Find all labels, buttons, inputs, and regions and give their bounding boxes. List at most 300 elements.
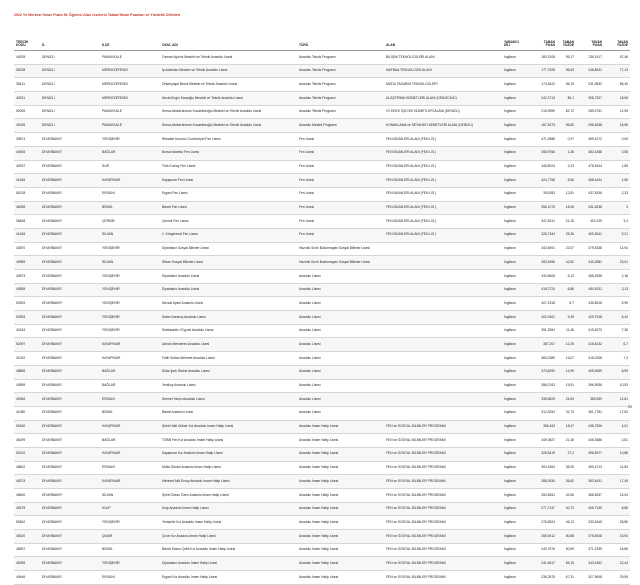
cell-max-pct: 22,44 [604, 557, 630, 571]
cell-min-score: 366,0763 [529, 379, 557, 393]
table-row [14, 51, 630, 65]
cell-school: Necla Engin Karaoğlu Mesleki ve Teknik Anadolu Lisesi [160, 92, 297, 106]
cell-min-score: 283,9496 [529, 256, 557, 270]
cell-min-score: 183,3108 [529, 51, 557, 65]
cell-school: Osman Aydınlı Mesleki ve Teknik Anadolu Lisesi [160, 51, 297, 65]
cell-district: KAYAPINAR [100, 475, 160, 489]
table-row [14, 270, 630, 284]
cell-min-pct: 35,05 [557, 461, 576, 475]
cell-school: Kayapınar Fen Lisesi [160, 174, 297, 188]
cell-max-score: 458,4434 [576, 174, 604, 188]
cell-district: KAYAPINAR [100, 174, 160, 188]
cell-province: DİYARBAKIR [40, 489, 100, 503]
cell-district: ERGANİ [100, 461, 160, 475]
cell-district: BİSMİL [100, 543, 160, 557]
cell-max-score: 450,8311 [576, 283, 604, 297]
cell-max-pct: 1,66 [604, 174, 630, 188]
cell-min-pct: 18,06 [557, 201, 576, 215]
cell-min-score: 387,207 [529, 338, 557, 352]
cell-school: Çınar Kız Anadolu İmam Hatip Lisesi [160, 530, 297, 544]
header-district: İLÇE [100, 28, 160, 51]
cell-min-score: 335,6829 [529, 393, 557, 407]
table-row [14, 187, 630, 201]
cell-type: Hazırlık Sınıfı Bulunmayan Sosyal Bilimler Lisesi [297, 256, 384, 270]
cell-code: 35238 [14, 64, 40, 78]
cell-min-pct: 8,7 [557, 297, 576, 311]
cell-language: İngilizce [502, 393, 529, 407]
cell-max-pct: 28,86 [604, 516, 630, 530]
cell-min-pct: 5,13 [557, 270, 576, 284]
cell-max-score: 405,9069 [576, 365, 604, 379]
cell-min-score: 174,8422 [529, 78, 557, 92]
cell-code: 40555 [14, 283, 40, 297]
cell-district: YENİŞEHİR [100, 133, 160, 147]
cell-field: FEN BİLİMLERİ ALANI (FEN LİS.) [384, 160, 502, 174]
cell-language: İngilizce [502, 338, 529, 352]
cell-max-pct: 16,85 [604, 543, 630, 557]
table-row [14, 160, 630, 174]
cell-province: DİYARBAKIR [40, 242, 100, 256]
cell-code: 46800 [14, 489, 40, 503]
cell-district: YENİŞEHİR [100, 557, 160, 571]
cell-max-score: 236,0117 [576, 51, 604, 65]
cell-province: DENİZLİ [40, 64, 100, 78]
cell-school: Ergani Fen Lisesi [160, 187, 297, 201]
cell-max-pct: 6,42 [604, 311, 630, 325]
cell-district: SUR [100, 160, 160, 174]
cell-school: Ergani Kız Anadolu İmam Hatip Lisesi [160, 571, 297, 585]
table-row [14, 324, 630, 338]
cell-school: Borsa İstanbul Fen Lisesi [160, 146, 297, 160]
table-row [14, 78, 630, 92]
table-row [14, 146, 630, 160]
cell-type: Fen Lisesi [297, 215, 384, 229]
cell-max-score: 396,5577 [576, 447, 604, 461]
cell-min-score: 418,2724 [529, 283, 557, 297]
cell-district: BAĞLAR [100, 434, 160, 448]
cell-max-pct: 0,05 [604, 133, 630, 147]
cell-min-pct: 12,81 [557, 187, 576, 201]
cell-min-pct: 80,1 [557, 92, 576, 106]
cell-min-pct: 31,73 [557, 406, 576, 420]
cell-max-pct: 2,81 [604, 434, 630, 448]
cell-province: DİYARBAKIR [40, 543, 100, 557]
cell-language: İngilizce [502, 461, 529, 475]
cell-district: BAĞLAR [100, 146, 160, 160]
table-row [14, 516, 630, 530]
table-row [14, 489, 630, 503]
header-type: TÜRÜ [297, 28, 384, 51]
cell-max-pct: 8,99 [604, 365, 630, 379]
school-score-table [14, 28, 630, 585]
cell-field: FEN ve SOSYAL BİLİMLER PROGRAMI [384, 447, 502, 461]
cell-field [384, 365, 502, 379]
cell-district: KAYAPINAR [100, 338, 160, 352]
cell-language: İngilizce [502, 379, 529, 393]
cell-province: DİYARBAKIR [40, 502, 100, 516]
cell-school: 1. Körgeneral Fen Lisesi [160, 228, 297, 242]
cell-max-score: 375,6528 [576, 530, 604, 544]
table-header-row [14, 28, 630, 51]
cell-max-score: 340,2681 [576, 256, 604, 270]
cell-field: FEN BİLİMLERİ ALANI (FEN LİS.) [384, 228, 502, 242]
cell-field [384, 297, 502, 311]
table-row [14, 571, 630, 585]
cell-code: 40183 [14, 324, 40, 338]
cell-type: Anadolu Lisesi [297, 393, 384, 407]
cell-code: 46395 [14, 557, 40, 571]
cell-province: DİYARBAKIR [40, 379, 100, 393]
cell-min-score: 249,7876 [529, 543, 557, 557]
table-row [14, 64, 630, 78]
cell-min-score: 328,7344 [529, 228, 557, 242]
cell-district: ERGANİ [100, 393, 160, 407]
cell-district: ÇERMİK [100, 215, 160, 229]
cell-school: Adnan Menderes Anadolu Lisesi [160, 338, 297, 352]
cell-code: 40035 [14, 119, 40, 133]
cell-max-score: 366,5537 [576, 489, 604, 503]
cell-min-score: 284,5551 [529, 489, 557, 503]
cell-province: DİYARBAKIR [40, 133, 100, 147]
cell-province: DİYARBAKIR [40, 283, 100, 297]
cell-max-score: 404,125 [576, 215, 604, 229]
cell-code: 40899 [14, 379, 40, 393]
table-row [14, 530, 630, 544]
cell-language: İngilizce [502, 571, 529, 585]
cell-max-score: 405,3641 [576, 228, 604, 242]
table-row [14, 475, 630, 489]
cell-max-score: 248,8631 [576, 64, 604, 78]
cell-district: YENİŞEHİR [100, 311, 160, 325]
cell-code: 52553 [14, 311, 40, 325]
cell-min-pct: 21,15 [557, 215, 576, 229]
cell-min-pct: 96,63 [557, 64, 576, 78]
cell-field: FEN BİLİMLERİ ALANI (FEN LİS.) [384, 215, 502, 229]
cell-max-pct: 12,59 [604, 105, 630, 119]
cell-max-pct: 16,56 [604, 119, 630, 133]
cell-province: DENİZLİ [40, 92, 100, 106]
table-row [14, 543, 630, 557]
cell-min-score: 356,1075 [529, 201, 557, 215]
cell-max-pct: 9,21 [604, 228, 630, 242]
cell-min-pct: 24,63 [557, 393, 576, 407]
cell-type: Fen Lisesi [297, 174, 384, 188]
cell-max-pct: 2,33 [604, 187, 630, 201]
cell-language: İngilizce [502, 530, 529, 544]
cell-province: DENİZLİ [40, 51, 100, 65]
cell-code: 40025 [14, 51, 40, 65]
cell-field: ULAŞTIRMA HİZMETLERİ ALANI (DENİZCİLİK) [384, 92, 502, 106]
cell-language: İngilizce [502, 557, 529, 571]
cell-field: FEN ve SOSYAL BİLİMLER PROGRAMI [384, 530, 502, 544]
cell-school: Bismil Kâzım Çetik Kız Anadolu İmam Hatip Lisesi [160, 543, 297, 557]
cell-max-score: 379,8338 [576, 242, 604, 256]
cell-field: FEN BİLİMLERİ ALANI (FEN LİS.) [384, 146, 502, 160]
cell-min-pct: 13,07 [557, 352, 576, 366]
cell-school: Türk Kızılay Fen Lisesi [160, 160, 297, 174]
cell-min-score: 177,7528 [529, 64, 557, 78]
cell-code: 36848 [14, 215, 40, 229]
cell-min-score: 424,7768 [529, 174, 557, 188]
cell-max-score: 343,4362 [576, 557, 604, 571]
cell-district: MERKEZEFENDİ [100, 92, 160, 106]
cell-type: Fen Lisesi [297, 133, 384, 147]
cell-code: 50210 [14, 447, 40, 461]
cell-province: DİYARBAKIR [40, 516, 100, 530]
cell-field: FEN ve SOSYAL BİLİMLER PROGRAMI [384, 489, 502, 503]
table-row [14, 379, 630, 393]
cell-type: Anadolu İmam Hatip Lisesi [297, 420, 384, 434]
cell-province: DİYARBAKIR [40, 160, 100, 174]
cell-field [384, 338, 502, 352]
cell-language: İngilizce [502, 160, 529, 174]
cell-min-score: 393,853 [529, 187, 557, 201]
cell-min-pct: 40,72 [557, 502, 576, 516]
cell-max-score: 327,9648 [576, 571, 604, 585]
cell-max-score: 361,7781 [576, 406, 604, 420]
header-school: OKUL ADI [160, 28, 297, 51]
cell-code: 50842 [14, 516, 40, 530]
cell-field: FEN BİLİMLERİ ALANI (FEN LİS.) [384, 187, 502, 201]
cell-max-pct: 23,01 [604, 256, 630, 270]
cell-max-pct: 77,13 [604, 64, 630, 78]
cell-province: DİYARBAKIR [40, 146, 100, 160]
cell-school: İş Adamları Mesleki ve Teknik Anadolu Lisesi [160, 64, 297, 78]
page-number: 25 [628, 405, 632, 409]
cell-code: 48856 [14, 365, 40, 379]
cell-province: DİYARBAKIR [40, 270, 100, 284]
cell-province: DİYARBAKIR [40, 571, 100, 585]
cell-min-score: 407,2318 [529, 297, 557, 311]
cell-field: FEN ve SOSYAL BİLİMLER PROGRAMI [384, 461, 502, 475]
cell-type: Anadolu İmam Hatip Lisesi [297, 530, 384, 544]
table-body [14, 51, 630, 585]
cell-min-score: 288,9334 [529, 475, 557, 489]
cell-type: Anadolu Lisesi [297, 297, 384, 311]
cell-max-pct: 1,85 [604, 160, 630, 174]
cell-district: PAMUKKALE [100, 51, 160, 65]
cell-type: Anadolu İmam Hatip Lisesi [297, 502, 384, 516]
table-row [14, 393, 630, 407]
cell-language: İngilizce [502, 297, 529, 311]
cell-field [384, 352, 502, 366]
table-row [14, 434, 630, 448]
cell-province: DİYARBAKIR [40, 365, 100, 379]
cell-max-pct: 3,4 [604, 215, 630, 229]
cell-district: YENİŞEHİR [100, 242, 160, 256]
cell-min-pct: 2,23 [557, 160, 576, 174]
cell-min-pct: 14,99 [557, 365, 576, 379]
cell-code: 40873 [14, 270, 40, 284]
cell-code: 50218 [14, 187, 40, 201]
cell-district: YENİŞEHİR [100, 297, 160, 311]
cell-school: Sülar İpek Ötekel Anadolu Lisesi [160, 365, 297, 379]
cell-min-score: 276,6524 [529, 516, 557, 530]
cell-field: FEN BİLİMLERİ ALANI (FEN LİS.) [384, 201, 502, 215]
cell-district: BİSMİL [100, 201, 160, 215]
cell-language: İngilizce [502, 51, 529, 65]
table-row [14, 311, 630, 325]
cell-province: DİYARBAKIR [40, 530, 100, 544]
cell-field: FEN ve SOSYAL BİLİMLER PROGRAMI [384, 434, 502, 448]
cell-code: 46398 [14, 201, 40, 215]
cell-school: Selan Karakoç Anadolu Lisesi [160, 311, 297, 325]
cell-district: PAMUKKALE [100, 105, 160, 119]
cell-min-score: 303,1563 [529, 461, 557, 475]
cell-code: 41646 [14, 174, 40, 188]
cell-language: İngilizce [502, 146, 529, 160]
cell-field [384, 311, 502, 325]
cell-type: Fen Lisesi [297, 201, 384, 215]
cell-max-pct: 3,13 [604, 283, 630, 297]
cell-min-pct: 95,17 [557, 51, 576, 65]
cell-min-pct: 21,48 [557, 434, 576, 448]
cell-max-score: 437,8336 [576, 187, 604, 201]
header-code: TERCİH KODU [14, 28, 40, 51]
cell-min-pct: 42,82 [557, 256, 576, 270]
cell-province: DİYARBAKIR [40, 420, 100, 434]
cell-max-pct: 7,28 [604, 324, 630, 338]
cell-language: İngilizce [502, 270, 529, 284]
cell-type: Fen Lisesi [297, 146, 384, 160]
cell-type: Anadolu Teknik Programı [297, 105, 384, 119]
cell-province: DİYARBAKIR [40, 324, 100, 338]
cell-max-score: 289,2751 [576, 105, 604, 119]
cell-language: İngilizce [502, 201, 529, 215]
cell-province: DİYARBAKIR [40, 174, 100, 188]
cell-province: DİYARBAKIR [40, 434, 100, 448]
table-row [14, 338, 630, 352]
cell-district: BİSMİL [100, 406, 160, 420]
table-row [14, 119, 630, 133]
cell-max-pct: 15,04 [604, 489, 630, 503]
cell-field: KONAKLAMA ve SEYAHAT HİZMETLERİ ALANI (DENİZLİ) [384, 119, 502, 133]
cell-code: 46299 [14, 434, 40, 448]
cell-language: İngilizce [502, 187, 529, 201]
cell-school: Nezzal Aysel Anadolu Lisesi [160, 297, 297, 311]
cell-language: İngilizce [502, 119, 529, 133]
cell-field [384, 324, 502, 338]
cell-code: 41080 [14, 406, 40, 420]
cell-min-score: 242,3713 [529, 92, 557, 106]
cell-district: MERKEZEFENDİ [100, 64, 160, 78]
cell-max-score: 396,9536 [576, 379, 604, 393]
cell-type: Anadolu Lisesi [297, 379, 384, 393]
cell-min-pct: 82,72 [557, 105, 576, 119]
cell-type: Anadolu İmam Hatip Lisesi [297, 571, 384, 585]
cell-type: Anadolu Teknik Programı [297, 78, 384, 92]
cell-language: İngilizce [502, 543, 529, 557]
cell-max-score: 298,4638 [576, 119, 604, 133]
cell-min-pct: 46,13 [557, 516, 576, 530]
cell-language: İngilizce [502, 447, 529, 461]
cell-language: İngilizce [502, 352, 529, 366]
cell-language: İngilizce [502, 256, 529, 270]
header-max-pct: TAVAN YÜZDE [604, 28, 630, 51]
cell-field: İYİ EDEK İÇECEK HİZMETLERİ ALANI (DENİZLİ) [384, 105, 502, 119]
cell-language: İngilizce [502, 516, 529, 530]
cell-type: Anadolu Teknik Programı [297, 64, 384, 78]
cell-min-pct: 25,36 [557, 228, 576, 242]
cell-max-pct: 29,59 [604, 571, 630, 585]
cell-district: YENİŞEHİR [100, 324, 160, 338]
cell-type: Anadolu Lisesi [297, 352, 384, 366]
cell-province: DİYARBAKIR [40, 352, 100, 366]
cell-district: KAYAPINAR [100, 352, 160, 366]
cell-type: Fen Lisesi [297, 228, 384, 242]
cell-field [384, 256, 502, 270]
cell-province: DİYARBAKIR [40, 228, 100, 242]
cell-district: YENİŞEHİR [100, 283, 160, 297]
cell-code: 49479 [14, 502, 40, 516]
cell-type: Anadolu İmam Hatip Lisesi [297, 475, 384, 489]
cell-school: Sermet Yalçın Anadolu Lisesi [160, 393, 297, 407]
cell-code: 40946 [14, 393, 40, 407]
cell-district: BAĞLAR [100, 365, 160, 379]
cell-code: 40870 [14, 242, 40, 256]
cell-field [384, 379, 502, 393]
table-row [14, 201, 630, 215]
cell-field: FEN ve SOSYAL BİLİMLER PROGRAMI [384, 420, 502, 434]
cell-language: İngilizce [502, 92, 529, 106]
table-row [14, 242, 630, 256]
table-row [14, 365, 630, 379]
cell-max-pct: 5,95 [604, 297, 630, 311]
cell-min-pct: 6,86 [557, 283, 576, 297]
cell-min-score: 356,163 [529, 420, 557, 434]
cell-province: DİYARBAKIR [40, 187, 100, 201]
table-row [14, 406, 630, 420]
cell-max-pct: 86,40 [604, 78, 630, 92]
cell-code: 48602 [14, 461, 40, 475]
cell-province: DİYARBAKIR [40, 461, 100, 475]
cell-max-pct: 6,7 [604, 338, 630, 352]
cell-district: PAMUKKALE [100, 119, 160, 133]
cell-max-score: 458,2538 [576, 270, 604, 284]
cell-field [384, 393, 502, 407]
cell-field: FEN ve SOSYAL BİLİMLER PROGRAMI [384, 571, 502, 585]
cell-min-pct: 36,82 [557, 475, 576, 489]
cell-max-pct: 4,01 [604, 420, 630, 434]
cell-min-score: 312,3294 [529, 406, 557, 420]
cell-max-pct: 0,58 [604, 146, 630, 160]
cell-language: İngilizce [502, 78, 529, 92]
cell-min-pct: 96,19 [557, 78, 576, 92]
cell-language: İngilizce [502, 228, 529, 242]
cell-language: İngilizce [502, 133, 529, 147]
cell-field: FEN ve SOSYAL BİLİMLER PROGRAMI [384, 516, 502, 530]
cell-school: Sema-Abdurrahman Kocaelezoğlu Mesleki ve Teknik Anadolu Lisesi [160, 105, 297, 119]
cell-type: Anadolu Teknik Programı [297, 92, 384, 106]
cell-min-score: 266,9412 [529, 530, 557, 544]
cell-school: Diyarbakır Anadolu Lisesi [160, 283, 297, 297]
cell-district: ERGANİ [100, 187, 160, 201]
cell-max-score: 482,4358 [576, 146, 604, 160]
cell-min-pct: 67,31 [557, 571, 576, 585]
cell-code: 41446 [14, 228, 40, 242]
cell-min-pct: 0,97 [557, 133, 576, 147]
cell-code: 48703 [14, 475, 40, 489]
cell-min-pct: 27,2 [557, 447, 576, 461]
cell-min-score: 241,5617 [529, 557, 557, 571]
cell-field: FEN BİLİMLERİ ALANI (FEN LİS.) [384, 133, 502, 147]
cell-district: YENİŞEHİR [100, 516, 160, 530]
cell-max-score: 371,2335 [576, 543, 604, 557]
cell-district: SİLVAN [100, 228, 160, 242]
cell-min-pct: 1,36 [557, 146, 576, 160]
cell-language: İngilizce [502, 174, 529, 188]
cell-max-score: 435,8518 [576, 297, 604, 311]
